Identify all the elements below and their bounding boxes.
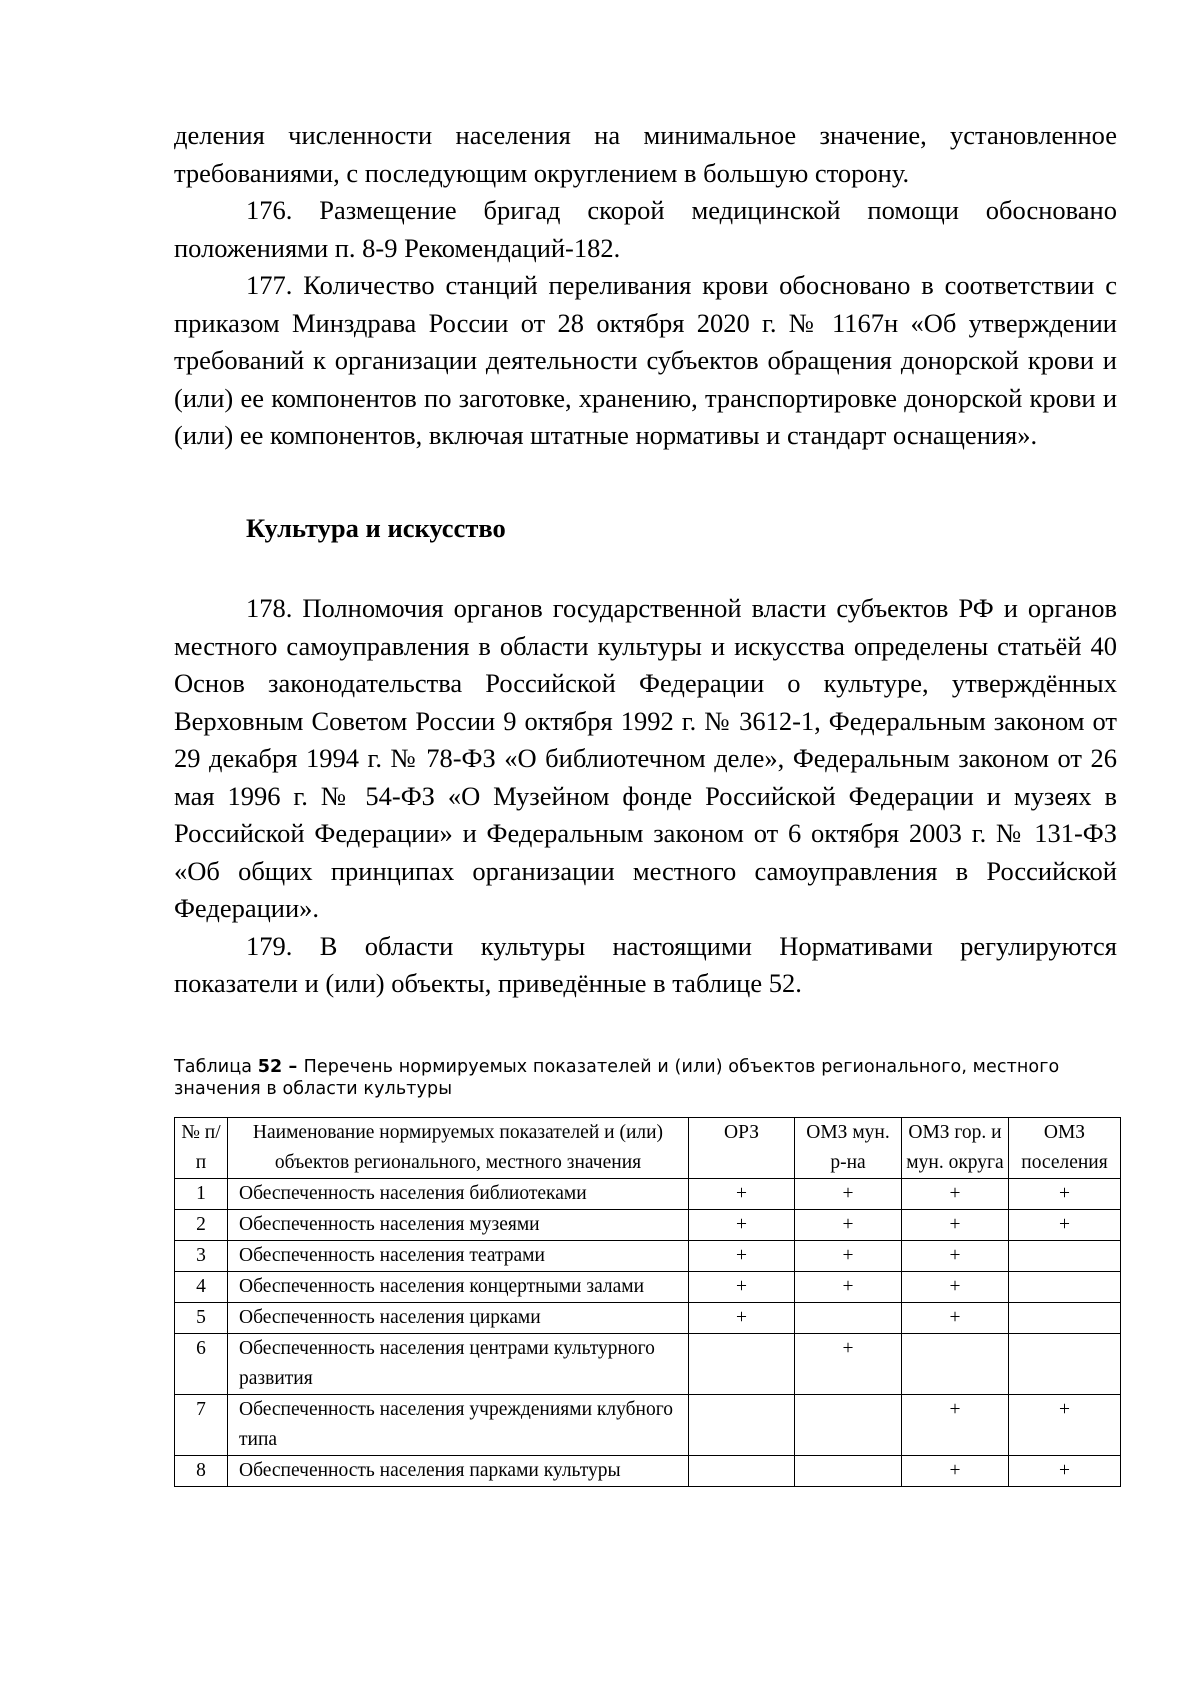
row-omz-pos [1009, 1334, 1121, 1395]
row-omz-pos [1009, 1303, 1121, 1334]
row-num: 4 [175, 1272, 228, 1303]
header-omz-mun: ОМЗ мун. р-на [795, 1118, 902, 1179]
table-row [175, 1334, 1121, 1395]
table-row [175, 1241, 1121, 1272]
row-orz: + [689, 1179, 795, 1210]
row-orz: + [689, 1272, 795, 1303]
row-num: 1 [175, 1179, 228, 1210]
header-orz: ОРЗ [689, 1118, 795, 1179]
row-name: Обеспеченность населения музеями [228, 1210, 689, 1241]
row-omz-pos: + [1009, 1210, 1121, 1241]
row-num: 8 [175, 1456, 228, 1487]
row-name: Обеспеченность населения библиотеками [228, 1179, 689, 1210]
paragraph-177: 177. Количество станций переливания крови обосновано в соответствии с приказом Минздрава России от 28 октября 2020 г. № 1167н «Об утверждении требований к организации деятельности субъектов обращения донорской крови и (или) ее компонентов по заготовке, хранению, транспортировке донорской крови и (или) ее компонентов, включая штатные нормативы и стандарт оснащения». [174, 270, 1117, 450]
section-heading: Культура и искусство [246, 513, 506, 543]
row-omz-pos: + [1009, 1395, 1121, 1456]
paragraph-176: 176. Размещение бригад скорой медицинской помощи обосновано положениями п. 8-9 Рекомендаций-182. [174, 195, 1117, 263]
row-omz-gor: + [902, 1241, 1009, 1272]
row-orz [689, 1395, 795, 1456]
caption-text: Перечень нормируемых показателей и (или) объектов регионального, местного значения в области культуры [174, 1057, 1060, 1099]
row-omz-mun [795, 1395, 902, 1456]
row-name: Обеспеченность населения цирками [228, 1303, 689, 1334]
paragraph-178: 178. Полномочия органов государственной власти субъектов РФ и органов местного самоуправления в области культуры и искусства определены статьёй 40 Основ законодательства Российской Федерации о культуре, утверждённых Верховным Советом России 9 октября 1992 г. № 3612-1, Федеральным законом от 29 декабря 1994 г. № 78-ФЗ «О библиотечном деле», Федеральным законом от 26 мая 1996 г. № 54-ФЗ «О Музейном фонде Российской Федерации и музеях в Российской Федерации» и Федеральным законом от 6 октября 2003 г. № 131-ФЗ «Об общих принципах организации местного самоуправления в Российской Федерации». [174, 593, 1117, 923]
body-text-bottom [174, 590, 1117, 1003]
header-omz-pos: ОМЗ поселения [1009, 1118, 1121, 1179]
row-omz-pos [1009, 1272, 1121, 1303]
row-omz-gor: + [902, 1303, 1009, 1334]
row-omz-gor: + [902, 1395, 1009, 1456]
row-omz-mun: + [795, 1241, 902, 1272]
header-omz-gor: ОМЗ гор. и мун. округа [902, 1118, 1009, 1179]
table-row [175, 1272, 1121, 1303]
body-text-top [174, 117, 1117, 455]
table-row [175, 1210, 1121, 1241]
caption-dash: – [282, 1057, 304, 1077]
paragraph-continuation: деления численности населения на минимальное значение, установленное требованиями, с последующим округлением в большую сторону. [174, 120, 1117, 188]
row-omz-gor: + [902, 1456, 1009, 1487]
row-omz-mun: + [795, 1334, 902, 1395]
caption-prefix: Таблица [174, 1057, 258, 1077]
row-omz-mun: + [795, 1272, 902, 1303]
row-omz-mun [795, 1303, 902, 1334]
row-omz-gor: + [902, 1210, 1009, 1241]
row-omz-pos [1009, 1241, 1121, 1272]
row-num: 6 [175, 1334, 228, 1395]
row-num: 5 [175, 1303, 228, 1334]
row-omz-pos: + [1009, 1456, 1121, 1487]
row-omz-mun: + [795, 1210, 902, 1241]
row-name: Обеспеченность населения парками культуры [228, 1456, 689, 1487]
caption-number: 52 [257, 1057, 283, 1077]
row-name: Обеспеченность населения учреждениями клубного типа [228, 1395, 689, 1456]
header-num: № п/п [175, 1118, 228, 1179]
table-row [175, 1395, 1121, 1456]
row-omz-mun: + [795, 1179, 902, 1210]
row-orz [689, 1334, 795, 1395]
table-row [175, 1179, 1121, 1210]
row-omz-mun [795, 1456, 902, 1487]
table-row [175, 1456, 1121, 1487]
row-orz: + [689, 1210, 795, 1241]
row-name: Обеспеченность населения концертными залами [228, 1272, 689, 1303]
row-num: 2 [175, 1210, 228, 1241]
paragraph-179: 179. В области культуры настоящими Нормативами регулируются показатели и (или) объекты, приведённые в таблице 52. [174, 930, 1117, 998]
row-omz-gor: + [902, 1272, 1009, 1303]
row-omz-pos: + [1009, 1179, 1121, 1210]
row-orz [689, 1456, 795, 1487]
row-name: Обеспеченность населения театрами [228, 1241, 689, 1272]
culture-table [174, 1117, 1121, 1487]
row-num: 3 [175, 1241, 228, 1272]
header-name: Наименование нормируемых показателей и (или) объектов регионального, местного значения [228, 1118, 689, 1179]
row-num: 7 [175, 1395, 228, 1456]
row-name: Обеспеченность населения центрами культурного развития [228, 1334, 689, 1395]
row-orz: + [689, 1303, 795, 1334]
table-caption [174, 1056, 1119, 1100]
row-orz: + [689, 1241, 795, 1272]
table-header-row [175, 1118, 1121, 1179]
row-omz-gor [902, 1334, 1009, 1395]
table-row [175, 1303, 1121, 1334]
row-omz-gor: + [902, 1179, 1009, 1210]
